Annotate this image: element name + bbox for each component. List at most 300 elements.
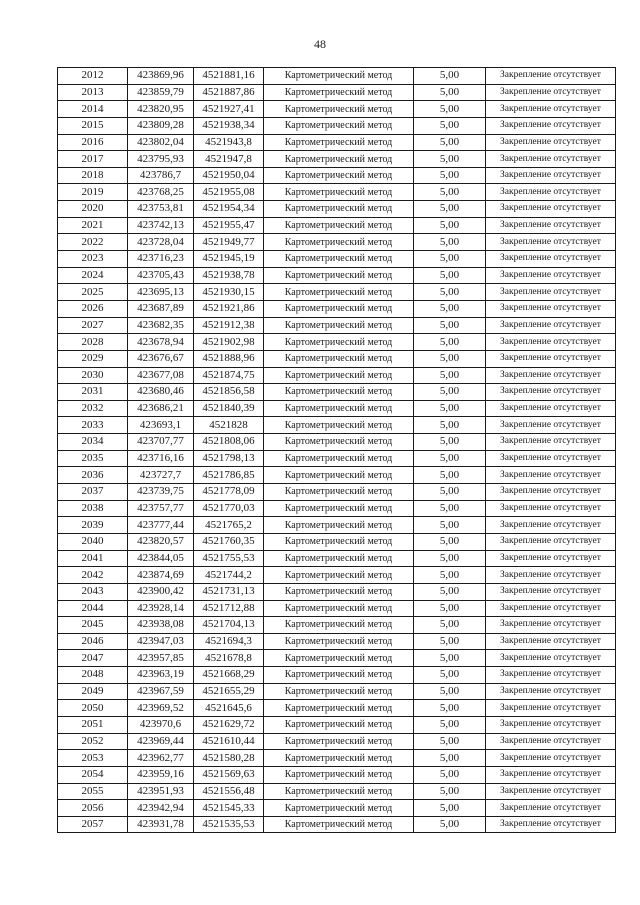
error-cell: 5,00 [414,434,486,451]
y-coordinate-cell: 4521881,16 [194,68,264,85]
method-cell: Картометрический метод [264,184,414,201]
point-number-cell: 2053 [58,750,128,767]
x-coordinate-cell: 423786,7 [128,167,194,184]
fixing-cell: Закрепление отсутствует [486,500,616,517]
point-number-cell: 2033 [58,417,128,434]
table-row [58,467,616,484]
method-cell: Картометрический метод [264,533,414,550]
point-number-cell: 2031 [58,384,128,401]
table-row [58,400,616,417]
error-cell: 5,00 [414,733,486,750]
point-number-cell: 2048 [58,667,128,684]
method-cell: Картометрический метод [264,583,414,600]
table-row [58,716,616,733]
table-row [58,101,616,118]
point-number-cell: 2030 [58,367,128,384]
fixing-cell: Закрепление отсутствует [486,68,616,85]
table-row [58,117,616,134]
table-row [58,367,616,384]
method-cell: Картометрический метод [264,267,414,284]
x-coordinate-cell: 423682,35 [128,317,194,334]
fixing-cell: Закрепление отсутствует [486,683,616,700]
method-cell: Картометрический метод [264,400,414,417]
method-cell: Картометрический метод [264,417,414,434]
method-cell: Картометрический метод [264,68,414,85]
table-row [58,450,616,467]
y-coordinate-cell: 4521545,33 [194,800,264,817]
x-coordinate-cell: 423820,57 [128,533,194,550]
point-number-cell: 2041 [58,550,128,567]
table-row [58,766,616,783]
point-number-cell: 2013 [58,84,128,101]
coordinates-table [57,67,616,833]
method-cell: Картометрический метод [264,84,414,101]
y-coordinate-cell: 4521770,03 [194,500,264,517]
error-cell: 5,00 [414,417,486,434]
point-number-cell: 2015 [58,117,128,134]
fixing-cell: Закрепление отсутствует [486,700,616,717]
method-cell: Картометрический метод [264,384,414,401]
error-cell: 5,00 [414,683,486,700]
point-number-cell: 2038 [58,500,128,517]
fixing-cell: Закрепление отсутствует [486,617,616,634]
method-cell: Картометрический метод [264,667,414,684]
point-number-cell: 2034 [58,434,128,451]
point-number-cell: 2020 [58,201,128,218]
error-cell: 5,00 [414,134,486,151]
y-coordinate-cell: 4521535,53 [194,816,264,833]
y-coordinate-cell: 4521840,39 [194,400,264,417]
x-coordinate-cell: 423742,13 [128,217,194,234]
fixing-cell: Закрепление отсутствует [486,267,616,284]
x-coordinate-cell: 423951,93 [128,783,194,800]
y-coordinate-cell: 4521938,34 [194,117,264,134]
x-coordinate-cell: 423963,19 [128,667,194,684]
x-coordinate-cell: 423820,95 [128,101,194,118]
error-cell: 5,00 [414,567,486,584]
y-coordinate-cell: 4521678,8 [194,650,264,667]
point-number-cell: 2026 [58,300,128,317]
table-row [58,550,616,567]
point-number-cell: 2014 [58,101,128,118]
method-cell: Картометрический метод [264,800,414,817]
fixing-cell: Закрепление отсутствует [486,484,616,501]
table-row [58,500,616,517]
table-row [58,201,616,218]
y-coordinate-cell: 4521947,8 [194,151,264,168]
y-coordinate-cell: 4521765,2 [194,517,264,534]
error-cell: 5,00 [414,600,486,617]
method-cell: Картометрический метод [264,151,414,168]
method-cell: Картометрический метод [264,300,414,317]
x-coordinate-cell: 423695,13 [128,284,194,301]
error-cell: 5,00 [414,300,486,317]
x-coordinate-cell: 423678,94 [128,334,194,351]
x-coordinate-cell: 423957,85 [128,650,194,667]
point-number-cell: 2047 [58,650,128,667]
x-coordinate-cell: 423969,52 [128,700,194,717]
x-coordinate-cell: 423947,03 [128,633,194,650]
point-number-cell: 2032 [58,400,128,417]
table-row [58,184,616,201]
y-coordinate-cell: 4521694,3 [194,633,264,650]
error-cell: 5,00 [414,750,486,767]
point-number-cell: 2057 [58,816,128,833]
y-coordinate-cell: 4521569,63 [194,766,264,783]
error-cell: 5,00 [414,334,486,351]
error-cell: 5,00 [414,117,486,134]
fixing-cell: Закрепление отсутствует [486,117,616,134]
x-coordinate-cell: 423874,69 [128,567,194,584]
error-cell: 5,00 [414,367,486,384]
fixing-cell: Закрепление отсутствует [486,417,616,434]
method-cell: Картометрический метод [264,117,414,134]
fixing-cell: Закрепление отсутствует [486,517,616,534]
fixing-cell: Закрепление отсутствует [486,600,616,617]
table-row [58,533,616,550]
table-row [58,800,616,817]
method-cell: Картометрический метод [264,284,414,301]
point-number-cell: 2022 [58,234,128,251]
method-cell: Картометрический метод [264,700,414,717]
y-coordinate-cell: 4521778,09 [194,484,264,501]
table-row [58,151,616,168]
table-row [58,234,616,251]
x-coordinate-cell: 423680,46 [128,384,194,401]
method-cell: Картометрический метод [264,716,414,733]
fixing-cell: Закрепление отсутствует [486,367,616,384]
fixing-cell: Закрепление отсутствует [486,400,616,417]
x-coordinate-cell: 423962,77 [128,750,194,767]
x-coordinate-cell: 423676,67 [128,350,194,367]
y-coordinate-cell: 4521950,04 [194,167,264,184]
fixing-cell: Закрепление отсутствует [486,217,616,234]
y-coordinate-cell: 4521945,19 [194,251,264,268]
error-cell: 5,00 [414,500,486,517]
error-cell: 5,00 [414,816,486,833]
table-row [58,434,616,451]
table-row [58,417,616,434]
error-cell: 5,00 [414,101,486,118]
point-number-cell: 2046 [58,633,128,650]
point-number-cell: 2042 [58,567,128,584]
point-number-cell: 2040 [58,533,128,550]
x-coordinate-cell: 423931,78 [128,816,194,833]
table-row [58,600,616,617]
y-coordinate-cell: 4521731,13 [194,583,264,600]
fixing-cell: Закрепление отсутствует [486,334,616,351]
point-number-cell: 2019 [58,184,128,201]
error-cell: 5,00 [414,517,486,534]
y-coordinate-cell: 4521786,85 [194,467,264,484]
table-row [58,733,616,750]
y-coordinate-cell: 4521902,98 [194,334,264,351]
fixing-cell: Закрепление отсутствует [486,317,616,334]
method-cell: Картометрический метод [264,733,414,750]
coordinates-table-body [58,68,616,833]
fixing-cell: Закрепление отсутствует [486,716,616,733]
fixing-cell: Закрепление отсутствует [486,234,616,251]
table-row [58,134,616,151]
x-coordinate-cell: 423716,16 [128,450,194,467]
x-coordinate-cell: 423970,6 [128,716,194,733]
x-coordinate-cell: 423859,79 [128,84,194,101]
point-number-cell: 2017 [58,151,128,168]
table-row [58,284,616,301]
error-cell: 5,00 [414,467,486,484]
error-cell: 5,00 [414,783,486,800]
point-number-cell: 2035 [58,450,128,467]
y-coordinate-cell: 4521912,38 [194,317,264,334]
x-coordinate-cell: 423753,81 [128,201,194,218]
x-coordinate-cell: 423795,93 [128,151,194,168]
y-coordinate-cell: 4521938,78 [194,267,264,284]
x-coordinate-cell: 423728,04 [128,234,194,251]
fixing-cell: Закрепление отсутствует [486,167,616,184]
point-number-cell: 2044 [58,600,128,617]
table-row [58,300,616,317]
point-number-cell: 2056 [58,800,128,817]
fixing-cell: Закрепление отсутствует [486,783,616,800]
y-coordinate-cell: 4521954,34 [194,201,264,218]
x-coordinate-cell: 423687,89 [128,300,194,317]
y-coordinate-cell: 4521645,6 [194,700,264,717]
x-coordinate-cell: 423900,42 [128,583,194,600]
table-row [58,633,616,650]
y-coordinate-cell: 4521927,41 [194,101,264,118]
y-coordinate-cell: 4521888,96 [194,350,264,367]
method-cell: Картометрический метод [264,334,414,351]
error-cell: 5,00 [414,583,486,600]
x-coordinate-cell: 423705,43 [128,267,194,284]
error-cell: 5,00 [414,284,486,301]
fixing-cell: Закрепление отсутствует [486,750,616,767]
method-cell: Картометрический метод [264,816,414,833]
table-row [58,517,616,534]
point-number-cell: 2027 [58,317,128,334]
method-cell: Картометрический метод [264,234,414,251]
table-row [58,267,616,284]
table-row [58,167,616,184]
point-number-cell: 2025 [58,284,128,301]
method-cell: Картометрический метод [264,500,414,517]
error-cell: 5,00 [414,484,486,501]
error-cell: 5,00 [414,384,486,401]
fixing-cell: Закрепление отсутствует [486,84,616,101]
method-cell: Картометрический метод [264,683,414,700]
y-coordinate-cell: 4521949,77 [194,234,264,251]
fixing-cell: Закрепление отсутствует [486,284,616,301]
table-row [58,334,616,351]
method-cell: Картометрический метод [264,550,414,567]
x-coordinate-cell: 423942,94 [128,800,194,817]
table-row [58,68,616,85]
y-coordinate-cell: 4521755,53 [194,550,264,567]
method-cell: Картометрический метод [264,101,414,118]
error-cell: 5,00 [414,84,486,101]
y-coordinate-cell: 4521856,58 [194,384,264,401]
method-cell: Картометрический метод [264,251,414,268]
y-coordinate-cell: 4521712,88 [194,600,264,617]
error-cell: 5,00 [414,633,486,650]
fixing-cell: Закрепление отсутствует [486,467,616,484]
point-number-cell: 2043 [58,583,128,600]
page-number: 48 [314,37,326,51]
point-number-cell: 2052 [58,733,128,750]
y-coordinate-cell: 4521943,8 [194,134,264,151]
error-cell: 5,00 [414,267,486,284]
fixing-cell: Закрепление отсутствует [486,650,616,667]
fixing-cell: Закрепление отсутствует [486,450,616,467]
y-coordinate-cell: 4521629,72 [194,716,264,733]
x-coordinate-cell: 423802,04 [128,134,194,151]
x-coordinate-cell: 423959,16 [128,766,194,783]
error-cell: 5,00 [414,617,486,634]
fixing-cell: Закрепление отсутствует [486,567,616,584]
method-cell: Картометрический метод [264,766,414,783]
y-coordinate-cell: 4521955,47 [194,217,264,234]
table-row [58,384,616,401]
method-cell: Картометрический метод [264,517,414,534]
table-row [58,317,616,334]
error-cell: 5,00 [414,400,486,417]
y-coordinate-cell: 4521828 [194,417,264,434]
fixing-cell: Закрепление отсутствует [486,300,616,317]
table-row [58,783,616,800]
fixing-cell: Закрепление отсутствует [486,184,616,201]
method-cell: Картометрический метод [264,450,414,467]
fixing-cell: Закрепление отсутствует [486,434,616,451]
y-coordinate-cell: 4521760,35 [194,533,264,550]
point-number-cell: 2051 [58,716,128,733]
error-cell: 5,00 [414,550,486,567]
method-cell: Картометрический метод [264,367,414,384]
fixing-cell: Закрепление отсутствует [486,583,616,600]
fixing-cell: Закрепление отсутствует [486,151,616,168]
table-row [58,484,616,501]
method-cell: Картометрический метод [264,783,414,800]
point-number-cell: 2016 [58,134,128,151]
y-coordinate-cell: 4521580,28 [194,750,264,767]
x-coordinate-cell: 423686,21 [128,400,194,417]
y-coordinate-cell: 4521744,2 [194,567,264,584]
y-coordinate-cell: 4521704,13 [194,617,264,634]
table-row [58,84,616,101]
y-coordinate-cell: 4521808,06 [194,434,264,451]
error-cell: 5,00 [414,234,486,251]
y-coordinate-cell: 4521610,44 [194,733,264,750]
y-coordinate-cell: 4521798,13 [194,450,264,467]
point-number-cell: 2018 [58,167,128,184]
error-cell: 5,00 [414,450,486,467]
y-coordinate-cell: 4521668,29 [194,667,264,684]
table-row [58,567,616,584]
method-cell: Картометрический метод [264,134,414,151]
error-cell: 5,00 [414,151,486,168]
table-row [58,750,616,767]
x-coordinate-cell: 423938,08 [128,617,194,634]
x-coordinate-cell: 423869,96 [128,68,194,85]
method-cell: Картометрический метод [264,434,414,451]
error-cell: 5,00 [414,766,486,783]
x-coordinate-cell: 423777,44 [128,517,194,534]
table-row [58,683,616,700]
point-number-cell: 2028 [58,334,128,351]
x-coordinate-cell: 423928,14 [128,600,194,617]
point-number-cell: 2049 [58,683,128,700]
fixing-cell: Закрепление отсутствует [486,384,616,401]
fixing-cell: Закрепление отсутствует [486,766,616,783]
error-cell: 5,00 [414,700,486,717]
fixing-cell: Закрепление отсутствует [486,800,616,817]
method-cell: Картометрический метод [264,650,414,667]
x-coordinate-cell: 423707,77 [128,434,194,451]
fixing-cell: Закрепление отсутствует [486,101,616,118]
method-cell: Картометрический метод [264,201,414,218]
y-coordinate-cell: 4521655,29 [194,683,264,700]
x-coordinate-cell: 423677,08 [128,367,194,384]
method-cell: Картометрический метод [264,317,414,334]
fixing-cell: Закрепление отсутствует [486,550,616,567]
error-cell: 5,00 [414,800,486,817]
error-cell: 5,00 [414,650,486,667]
error-cell: 5,00 [414,251,486,268]
x-coordinate-cell: 423757,77 [128,500,194,517]
point-number-cell: 2055 [58,783,128,800]
error-cell: 5,00 [414,317,486,334]
x-coordinate-cell: 423727,7 [128,467,194,484]
point-number-cell: 2029 [58,350,128,367]
point-number-cell: 2024 [58,267,128,284]
x-coordinate-cell: 423768,25 [128,184,194,201]
point-number-cell: 2037 [58,484,128,501]
point-number-cell: 2054 [58,766,128,783]
table-row [58,667,616,684]
fixing-cell: Закрепление отсутствует [486,816,616,833]
method-cell: Картометрический метод [264,467,414,484]
point-number-cell: 2012 [58,68,128,85]
fixing-cell: Закрепление отсутствует [486,667,616,684]
fixing-cell: Закрепление отсутствует [486,733,616,750]
point-number-cell: 2050 [58,700,128,717]
y-coordinate-cell: 4521887,86 [194,84,264,101]
x-coordinate-cell: 423967,59 [128,683,194,700]
error-cell: 5,00 [414,350,486,367]
fixing-cell: Закрепление отсутствует [486,201,616,218]
table-row [58,617,616,634]
method-cell: Картометрический метод [264,350,414,367]
point-number-cell: 2039 [58,517,128,534]
x-coordinate-cell: 423739,75 [128,484,194,501]
method-cell: Картометрический метод [264,167,414,184]
y-coordinate-cell: 4521930,15 [194,284,264,301]
y-coordinate-cell: 4521556,48 [194,783,264,800]
x-coordinate-cell: 423809,28 [128,117,194,134]
error-cell: 5,00 [414,667,486,684]
error-cell: 5,00 [414,184,486,201]
x-coordinate-cell: 423693,1 [128,417,194,434]
table-row [58,217,616,234]
method-cell: Картометрический метод [264,600,414,617]
method-cell: Картометрический метод [264,484,414,501]
x-coordinate-cell: 423716,23 [128,251,194,268]
fixing-cell: Закрепление отсутствует [486,134,616,151]
table-row [58,700,616,717]
fixing-cell: Закрепление отсутствует [486,633,616,650]
table-row [58,251,616,268]
method-cell: Картометрический метод [264,750,414,767]
y-coordinate-cell: 4521921,86 [194,300,264,317]
